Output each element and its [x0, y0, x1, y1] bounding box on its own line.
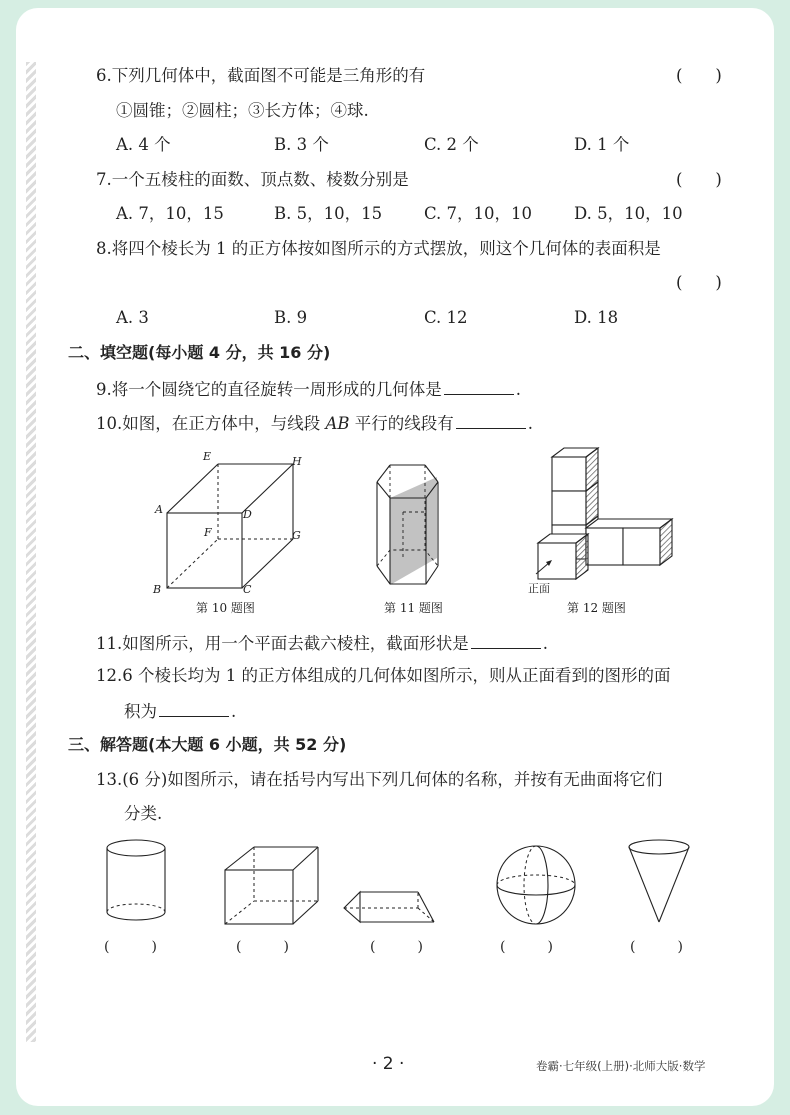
vertex-label-e: E	[203, 450, 212, 463]
question-12-end: .	[231, 702, 237, 721]
question-7-option-d: D. 5，10，10	[574, 204, 683, 223]
question-12-text: 积为	[124, 702, 157, 721]
question-8-option-a: A. 3	[116, 308, 149, 327]
question-13-line-1: 13.(6 分)如图所示，请在括号内写出下列几何体的名称，并按有无曲面将它们	[96, 770, 663, 789]
vertex-label-h: H	[292, 455, 302, 468]
question-11	[96, 632, 548, 654]
vertex-label-f: F	[204, 526, 212, 539]
answer-blank[interactable]	[471, 632, 541, 649]
question-11-end: .	[542, 634, 548, 653]
section-3-title: 三、解答题(本大题 6 小题，共 52 分)	[68, 735, 347, 754]
question-9-end: .	[515, 380, 521, 399]
question-8-option-b: B. 9	[274, 308, 308, 327]
question-7-option-a: A. 7，10，15	[116, 204, 224, 223]
question-6-option-b: B. 3 个	[274, 135, 329, 154]
page-number: · 2 ·	[372, 1054, 405, 1074]
segment-ab-label: AB	[325, 414, 350, 433]
question-10-text: 10.如图，在正方体中，与线段	[96, 414, 326, 433]
vertex-label-g: G	[292, 529, 301, 542]
figure-12-cube-arrangement	[520, 444, 680, 599]
figure-10-caption: 第 10 题图	[196, 601, 255, 615]
question-12-line-2	[124, 700, 236, 722]
triangular-prism-figure	[340, 878, 440, 928]
question-13-line-2: 分类.	[124, 804, 163, 823]
question-7-answer-paren: ( )	[676, 170, 722, 189]
book-title: 卷霸·七年级(上册)·北师大版·数学	[536, 1059, 706, 1073]
question-11-text: 11.如图所示，用一个平面去截六棱柱，截面形状是	[96, 634, 469, 653]
vertex-label-d: D	[243, 508, 252, 521]
answer-blank[interactable]	[159, 700, 229, 717]
question-7-stem: 7.一个五棱柱的面数、顶点数、棱数分别是	[96, 170, 409, 189]
shape-answer-paren-4[interactable]: ( )	[500, 939, 553, 955]
question-6-stem: 6.下列几何体中，截面图不可能是三角形的有	[96, 66, 426, 85]
question-6-option-d: D. 1 个	[574, 135, 630, 154]
answer-blank[interactable]	[456, 412, 526, 429]
figure-10-cube	[148, 448, 318, 598]
question-6-option-c: C. 2 个	[424, 135, 479, 154]
section-2-title: 二、填空题(每小题 4 分，共 16 分)	[68, 343, 331, 362]
question-7-option-c: C. 7，10，10	[424, 204, 533, 223]
cylinder-figure	[98, 834, 174, 930]
figure-11-caption: 第 11 题图	[384, 601, 443, 615]
figure-11-hexagonal-prism	[370, 460, 450, 595]
shape-answer-paren-3[interactable]: ( )	[370, 939, 423, 955]
binding-spine	[26, 62, 36, 1042]
question-8-answer-paren: ( )	[676, 273, 722, 292]
shape-answer-paren-1[interactable]: ( )	[104, 939, 157, 955]
question-6-answer-paren: ( )	[676, 66, 722, 85]
question-6-option-a: A. 4 个	[116, 135, 171, 154]
front-view-label: 正面	[528, 582, 550, 595]
sphere-figure	[490, 842, 582, 930]
vertex-label-b: B	[153, 583, 162, 596]
question-10-end: .	[527, 414, 534, 433]
question-8-option-c: C. 12	[424, 308, 468, 327]
question-8-stem: 8.将四个棱长为 1 的正方体按如图所示的方式摆放，则这个几何体的表面积是	[96, 239, 661, 258]
question-6-items: ①圆锥；②圆柱；③长方体；④球.	[116, 101, 369, 120]
figure-12-caption: 第 12 题图	[567, 601, 626, 615]
question-9	[96, 378, 521, 400]
question-9-text: 9.将一个圆绕它的直径旋转一周形成的几何体是	[96, 380, 442, 399]
question-8-option-d: D. 18	[574, 308, 619, 327]
vertex-label-c: C	[243, 583, 252, 596]
vertex-label-a: A	[155, 503, 163, 516]
cuboid-figure	[218, 840, 326, 930]
question-7-option-b: B. 5，10，15	[274, 204, 383, 223]
question-10-text-2: 平行的线段有	[349, 414, 454, 433]
cone-figure	[622, 834, 696, 930]
answer-blank[interactable]	[444, 378, 514, 395]
question-10	[96, 412, 533, 434]
shape-answer-paren-2[interactable]: ( )	[236, 939, 289, 955]
shape-answer-paren-5[interactable]: ( )	[630, 939, 683, 955]
question-12-line-1: 12.6 个棱长均为 1 的正方体组成的几何体如图所示，则从正面看到的图形的面	[96, 666, 671, 685]
